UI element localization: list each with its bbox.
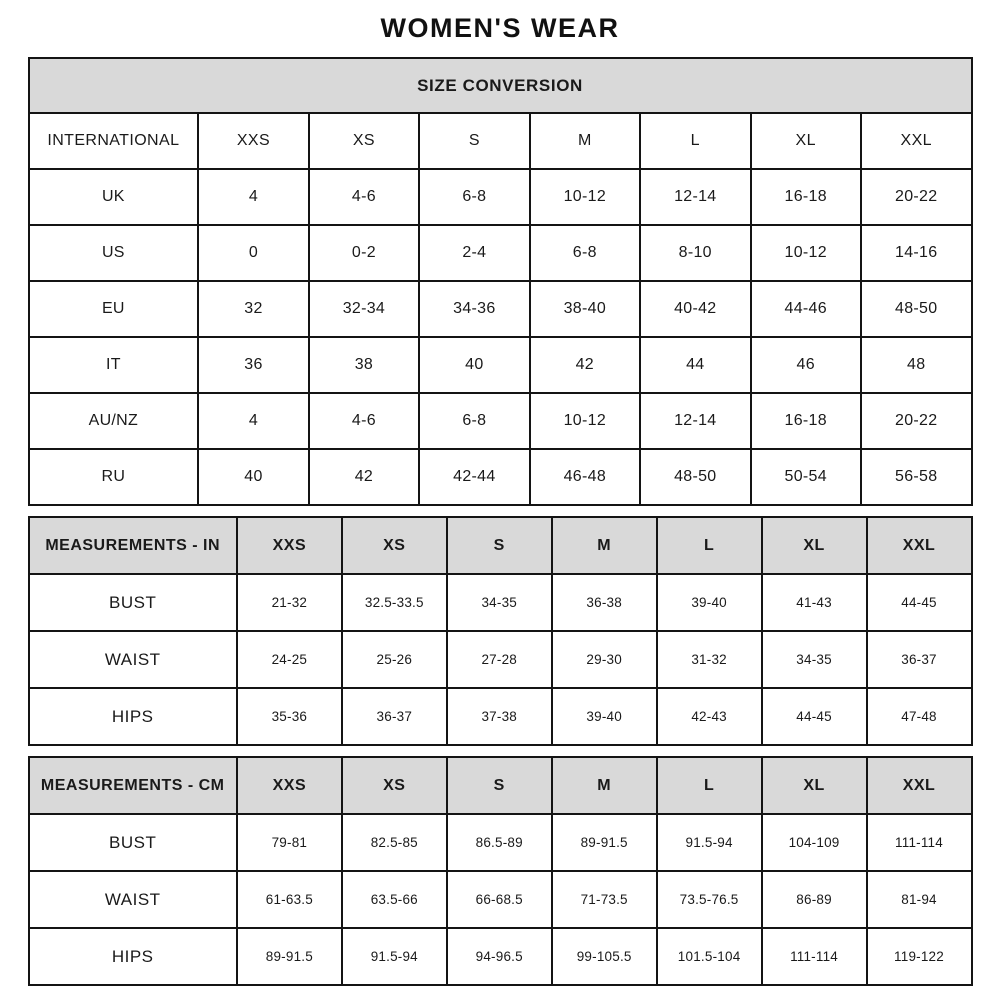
size-cell: 6-8 bbox=[419, 169, 529, 225]
size-cell: 89-91.5 bbox=[237, 928, 342, 985]
size-cell: 25-26 bbox=[342, 631, 447, 688]
size-cell: 32-34 bbox=[309, 281, 419, 337]
column-header: L bbox=[657, 757, 762, 814]
size-cell: 0-2 bbox=[309, 225, 419, 281]
size-cell: 4 bbox=[198, 169, 308, 225]
table-header-row bbox=[29, 517, 972, 574]
size-cell: 104-109 bbox=[762, 814, 867, 871]
column-header: XXS bbox=[237, 757, 342, 814]
size-cell: 37-38 bbox=[447, 688, 552, 745]
size-cell: 111-114 bbox=[867, 814, 972, 871]
row-label: IT bbox=[29, 337, 199, 393]
size-cell: 42 bbox=[309, 449, 419, 505]
size-cell: 89-91.5 bbox=[552, 814, 657, 871]
table-row bbox=[29, 337, 972, 393]
size-cell: 50-54 bbox=[751, 449, 861, 505]
column-header: MEASUREMENTS - CM bbox=[29, 757, 237, 814]
size-cell: 79-81 bbox=[237, 814, 342, 871]
size-cell: 35-36 bbox=[237, 688, 342, 745]
table-row bbox=[29, 871, 972, 928]
size-cell: 39-40 bbox=[552, 688, 657, 745]
size-cell: 63.5-66 bbox=[342, 871, 447, 928]
size-cell: 91.5-94 bbox=[657, 814, 762, 871]
column-header: L bbox=[640, 113, 750, 169]
column-header: M bbox=[552, 517, 657, 574]
column-header: INTERNATIONAL bbox=[29, 113, 199, 169]
size-cell: 32 bbox=[198, 281, 308, 337]
size-cell: 0 bbox=[198, 225, 308, 281]
size-cell: 36-38 bbox=[552, 574, 657, 631]
page-title: WOMEN'S WEAR bbox=[380, 13, 620, 43]
size-cell: 91.5-94 bbox=[342, 928, 447, 985]
column-header: XXS bbox=[198, 113, 308, 169]
measurements-in-table bbox=[28, 516, 973, 746]
size-cell: 20-22 bbox=[861, 393, 972, 449]
row-label: HIPS bbox=[29, 928, 237, 985]
size-cell: 48-50 bbox=[640, 449, 750, 505]
size-cell: 48 bbox=[861, 337, 972, 393]
size-cell: 38-40 bbox=[530, 281, 640, 337]
size-cell: 10-12 bbox=[530, 169, 640, 225]
column-header: XL bbox=[762, 517, 867, 574]
table-row bbox=[29, 631, 972, 688]
column-header: S bbox=[447, 517, 552, 574]
column-header: M bbox=[530, 113, 640, 169]
row-label: AU/NZ bbox=[29, 393, 199, 449]
size-cell: 44-45 bbox=[762, 688, 867, 745]
size-cell: 14-16 bbox=[861, 225, 972, 281]
size-cell: 46 bbox=[751, 337, 861, 393]
size-cell: 40-42 bbox=[640, 281, 750, 337]
size-cell: 32.5-33.5 bbox=[342, 574, 447, 631]
size-cell: 34-35 bbox=[447, 574, 552, 631]
size-cell: 4-6 bbox=[309, 169, 419, 225]
size-cell: 16-18 bbox=[751, 393, 861, 449]
row-label: UK bbox=[29, 169, 199, 225]
table-row bbox=[29, 169, 972, 225]
table-row bbox=[29, 225, 972, 281]
column-header: S bbox=[419, 113, 529, 169]
table-row bbox=[29, 281, 972, 337]
column-header: XXL bbox=[867, 517, 972, 574]
column-header: XXL bbox=[867, 757, 972, 814]
size-cell: 71-73.5 bbox=[552, 871, 657, 928]
size-cell: 73.5-76.5 bbox=[657, 871, 762, 928]
size-cell: 10-12 bbox=[751, 225, 861, 281]
size-cell: 6-8 bbox=[530, 225, 640, 281]
size-cell: 119-122 bbox=[867, 928, 972, 985]
size-cell: 48-50 bbox=[861, 281, 972, 337]
column-header: M bbox=[552, 757, 657, 814]
size-cell: 10-12 bbox=[530, 393, 640, 449]
table-header-row bbox=[29, 113, 972, 169]
size-cell: 46-48 bbox=[530, 449, 640, 505]
column-header: MEASUREMENTS - IN bbox=[29, 517, 237, 574]
size-cell: 40 bbox=[198, 449, 308, 505]
table-caption-row bbox=[29, 58, 972, 113]
size-cell: 86-89 bbox=[762, 871, 867, 928]
row-label: US bbox=[29, 225, 199, 281]
size-cell: 6-8 bbox=[419, 393, 529, 449]
size-cell: 42 bbox=[530, 337, 640, 393]
column-header: S bbox=[447, 757, 552, 814]
column-header: XS bbox=[342, 757, 447, 814]
size-cell: 44 bbox=[640, 337, 750, 393]
size-cell: 34-35 bbox=[762, 631, 867, 688]
size-cell: 27-28 bbox=[447, 631, 552, 688]
size-cell: 4 bbox=[198, 393, 308, 449]
size-cell: 24-25 bbox=[237, 631, 342, 688]
table-row bbox=[29, 688, 972, 745]
table-row bbox=[29, 393, 972, 449]
size-cell: 56-58 bbox=[861, 449, 972, 505]
size-cell: 66-68.5 bbox=[447, 871, 552, 928]
table-caption: SIZE CONVERSION bbox=[29, 58, 972, 113]
size-cell: 111-114 bbox=[762, 928, 867, 985]
row-label: RU bbox=[29, 449, 199, 505]
size-cell: 8-10 bbox=[640, 225, 750, 281]
size-cell: 4-6 bbox=[309, 393, 419, 449]
size-cell: 42-44 bbox=[419, 449, 529, 505]
table-row bbox=[29, 814, 972, 871]
size-conversion-table bbox=[28, 57, 973, 506]
size-cell: 86.5-89 bbox=[447, 814, 552, 871]
size-cell: 12-14 bbox=[640, 393, 750, 449]
size-cell: 36-37 bbox=[867, 631, 972, 688]
size-cell: 21-32 bbox=[237, 574, 342, 631]
row-label: BUST bbox=[29, 814, 237, 871]
row-label: WAIST bbox=[29, 631, 237, 688]
column-header: XXL bbox=[861, 113, 972, 169]
size-cell: 16-18 bbox=[751, 169, 861, 225]
table-header-row bbox=[29, 757, 972, 814]
table-row bbox=[29, 449, 972, 505]
size-cell: 29-30 bbox=[552, 631, 657, 688]
column-header: XL bbox=[762, 757, 867, 814]
column-header: XXS bbox=[237, 517, 342, 574]
size-cell: 82.5-85 bbox=[342, 814, 447, 871]
size-cell: 81-94 bbox=[867, 871, 972, 928]
size-cell: 39-40 bbox=[657, 574, 762, 631]
measurements-cm-table bbox=[28, 756, 973, 986]
table-row bbox=[29, 574, 972, 631]
size-cell: 40 bbox=[419, 337, 529, 393]
size-cell: 44-45 bbox=[867, 574, 972, 631]
size-cell: 12-14 bbox=[640, 169, 750, 225]
size-cell: 31-32 bbox=[657, 631, 762, 688]
row-label: HIPS bbox=[29, 688, 237, 745]
size-cell: 38 bbox=[309, 337, 419, 393]
size-cell: 2-4 bbox=[419, 225, 529, 281]
column-header: XS bbox=[342, 517, 447, 574]
column-header: L bbox=[657, 517, 762, 574]
size-cell: 41-43 bbox=[762, 574, 867, 631]
size-cell: 47-48 bbox=[867, 688, 972, 745]
row-label: EU bbox=[29, 281, 199, 337]
row-label: WAIST bbox=[29, 871, 237, 928]
size-cell: 101.5-104 bbox=[657, 928, 762, 985]
size-cell: 42-43 bbox=[657, 688, 762, 745]
size-cell: 99-105.5 bbox=[552, 928, 657, 985]
size-cell: 20-22 bbox=[861, 169, 972, 225]
size-cell: 34-36 bbox=[419, 281, 529, 337]
column-header: XL bbox=[751, 113, 861, 169]
size-cell: 94-96.5 bbox=[447, 928, 552, 985]
size-cell: 61-63.5 bbox=[237, 871, 342, 928]
table-row bbox=[29, 928, 972, 985]
column-header: XS bbox=[309, 113, 419, 169]
row-label: BUST bbox=[29, 574, 237, 631]
size-cell: 36-37 bbox=[342, 688, 447, 745]
size-cell: 36 bbox=[198, 337, 308, 393]
size-cell: 44-46 bbox=[751, 281, 861, 337]
